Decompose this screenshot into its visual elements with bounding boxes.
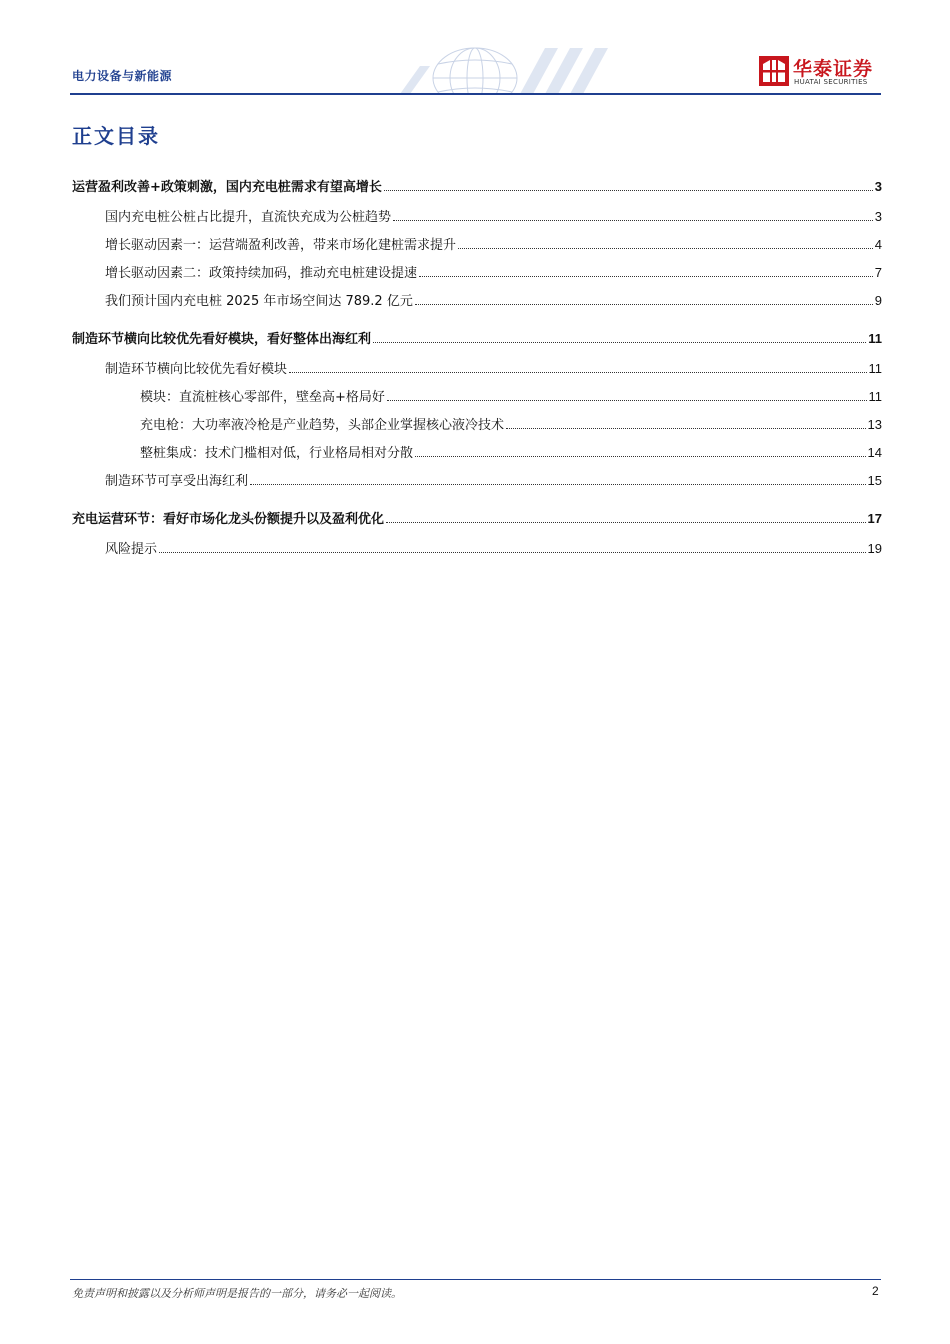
toc-leader-dots	[384, 176, 873, 191]
toc-leader-dots	[393, 206, 873, 221]
toc-entry-title: 增长驱动因素二：政策持续加码，推动充电桩建设提速	[105, 266, 418, 281]
header-divider	[70, 93, 881, 95]
toc-entry[interactable]	[72, 358, 882, 386]
footer-disclaimer: 免责声明和披露以及分析师声明是报告的一部分，请务必一起阅读。	[72, 1287, 402, 1300]
toc-entry-title: 运营盈利改善+政策刺激，国内充电桩需求有望高增长	[72, 180, 382, 195]
toc-entry-page: 9	[874, 293, 882, 308]
toc-entry[interactable]	[72, 206, 882, 234]
logo-english-text: HUATAI SECURITIES	[794, 78, 868, 86]
table-of-contents	[72, 176, 882, 566]
toc-entry[interactable]	[72, 262, 882, 290]
toc-entry[interactable]	[72, 386, 882, 414]
toc-entry-page: 4	[874, 237, 882, 252]
toc-entry[interactable]	[72, 234, 882, 262]
toc-entry-page: 3	[874, 209, 882, 224]
toc-entry-page: 3	[874, 179, 882, 194]
toc-entry-title: 风险提示	[105, 542, 158, 557]
toc-entry-title: 充电枪：大功率液冷枪是产业趋势，头部企业掌握核心液冷技术	[140, 418, 505, 433]
logo-chinese-text: 华泰证券	[793, 58, 874, 80]
toc-title: 正文目录	[72, 124, 160, 148]
toc-leader-dots	[250, 470, 866, 485]
toc-entry-title: 制造环节横向比较优先看好模块，看好整体出海红利	[72, 332, 372, 347]
toc-entry-title: 增长驱动因素一：运营端盈利改善，带来市场化建桩需求提升	[105, 238, 457, 253]
toc-leader-dots	[506, 414, 866, 429]
toc-leader-dots	[415, 290, 873, 305]
page-header	[0, 0, 950, 100]
toc-entry[interactable]	[72, 470, 882, 498]
toc-entry-page: 14	[867, 445, 882, 460]
toc-leader-dots	[289, 358, 866, 373]
toc-leader-dots	[386, 508, 866, 523]
toc-entry[interactable]	[72, 442, 882, 470]
toc-entry[interactable]	[72, 414, 882, 442]
page-number: 2	[872, 1284, 879, 1298]
toc-entry[interactable]	[72, 176, 882, 206]
toc-entry-title: 整桩集成：技术门槛相对低，行业格局相对分散	[140, 446, 414, 461]
toc-entry-page: 19	[867, 541, 882, 556]
huatai-logo	[759, 56, 884, 90]
toc-entry-title: 模块：直流桩核心零部件，壁垒高+格局好	[140, 390, 385, 405]
toc-entry[interactable]	[72, 328, 882, 358]
toc-entry-title: 制造环节横向比较优先看好模块	[105, 362, 288, 377]
toc-entry[interactable]	[72, 290, 882, 318]
toc-leader-dots	[419, 262, 873, 277]
toc-entry-title: 我们预计国内充电桩 2025 年市场空间达 789.2 亿元	[105, 294, 413, 309]
toc-entry[interactable]	[72, 508, 882, 538]
toc-entry-title: 充电运营环节：看好市场化龙头份额提升以及盈利优化	[72, 512, 385, 527]
huatai-logo-mark-icon	[759, 56, 789, 86]
toc-leader-dots	[387, 386, 867, 401]
toc-leader-dots	[415, 442, 866, 457]
section-label: 电力设备与新能源	[72, 69, 173, 83]
toc-entry-page: 15	[867, 473, 882, 488]
toc-entry-page: 11	[868, 361, 882, 376]
toc-entry-page: 11	[868, 389, 882, 404]
footer-divider	[70, 1279, 881, 1280]
toc-entry-page: 17	[867, 511, 882, 526]
toc-leader-dots	[373, 328, 866, 343]
toc-entry-page: 11	[868, 331, 882, 346]
toc-entry-page: 7	[874, 265, 882, 280]
toc-entry[interactable]	[72, 538, 882, 566]
toc-leader-dots	[159, 538, 866, 553]
toc-leader-dots	[458, 234, 873, 249]
globe-watermark-icon	[380, 38, 620, 94]
toc-entry-title: 制造环节可享受出海红利	[105, 474, 249, 489]
toc-entry-page: 13	[867, 417, 882, 432]
toc-entry-title: 国内充电桩公桩占比提升，直流快充成为公桩趋势	[105, 210, 392, 225]
